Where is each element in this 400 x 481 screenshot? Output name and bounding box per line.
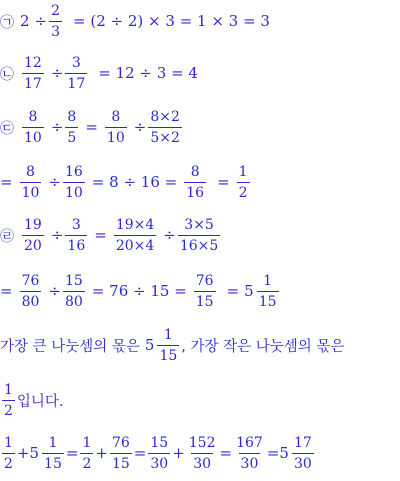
- mixed-number: 5 $\frac{17}{30}$: [279, 435, 312, 472]
- equals: =: [65, 444, 79, 462]
- fraction: $\frac{8}{10}$: [24, 109, 42, 146]
- fraction: $\frac{19}{20}$: [24, 217, 42, 254]
- plus: +: [172, 444, 185, 462]
- line-9: [0, 436, 316, 471]
- plus: +: [16, 444, 30, 462]
- circled-label-1: ㉠: [0, 14, 14, 31]
- expression-rest: = 12 ÷ 3 = 4: [98, 64, 198, 82]
- operator: ÷: [34, 12, 48, 30]
- plus: +: [95, 444, 108, 462]
- circled-label-2: ㉡: [0, 66, 14, 83]
- fraction: $\frac{12}{17}$: [24, 55, 42, 92]
- fraction: $\frac{15}{80}$: [64, 273, 83, 310]
- fraction: $\frac{1}{2}$: [238, 164, 248, 201]
- fraction: $\frac{15}{30}$: [150, 435, 169, 472]
- equals: =: [0, 173, 13, 191]
- equals: =: [85, 118, 98, 136]
- mixed-number: 5 $\frac{1}{15}$: [144, 327, 178, 364]
- line-6: [0, 274, 281, 309]
- operator: ÷: [50, 226, 64, 244]
- equals: =: [217, 173, 230, 191]
- expression-rest: = (2 ÷ 2) × 3 = 1 × 3 = 3: [73, 12, 270, 30]
- equals: =: [94, 226, 107, 244]
- fraction: $\frac{3\times 5}{16\times 5}$: [179, 217, 219, 254]
- line-7: [0, 328, 344, 363]
- fraction: $\frac{76}{80}$: [21, 273, 40, 310]
- answer-text-tail: 입니다.: [16, 394, 64, 410]
- expression-middle: = 8 ÷ 16 =: [91, 173, 178, 191]
- fraction: $\frac{2}{3}$: [51, 3, 61, 40]
- circled-label-4: ㉣: [0, 228, 14, 245]
- fraction: $\frac{167}{30}$: [236, 435, 263, 472]
- operator: ÷: [50, 118, 64, 136]
- answer-text-end: , 가장 작은 나눗셈의 몫은: [181, 339, 345, 355]
- mixed-number: 5 $\frac{1}{15}$: [29, 435, 62, 472]
- line-5: [0, 218, 222, 253]
- fraction: $\frac{8}{5}$: [67, 109, 77, 146]
- answer-text-start: 가장 큰 나눗셈의 몫은: [0, 339, 140, 355]
- fraction: $\frac{8}{16}$: [186, 164, 205, 201]
- expression-middle: = 76 ÷ 15 =: [91, 282, 187, 300]
- mixed-number: 5 $\frac{1}{15}$: [244, 273, 277, 310]
- equals: =: [0, 282, 13, 300]
- fraction: $\frac{8}{10}$: [21, 164, 40, 201]
- line-3: [0, 110, 184, 145]
- fraction: $\frac{3}{17}$: [67, 55, 86, 92]
- fraction: $\frac{3}{16}$: [67, 217, 86, 254]
- line-8: [0, 383, 64, 418]
- fraction: $\frac{152}{30}$: [188, 435, 216, 472]
- fraction: $\frac{8\times 2}{5\times 2}$: [150, 109, 180, 146]
- operand: 2: [20, 12, 30, 30]
- fraction: $\frac{1}{2}$: [4, 382, 13, 419]
- equals: =: [266, 444, 280, 462]
- line-1: [0, 4, 270, 39]
- fraction: $\frac{19\times 4}{20\times 4}$: [115, 217, 155, 254]
- fraction: $\frac{1}{2}$: [82, 435, 92, 472]
- fraction: $\frac{16}{10}$: [64, 164, 83, 201]
- fraction: $\frac{76}{15}$: [195, 273, 214, 310]
- operator: ÷: [50, 64, 64, 82]
- equals: =: [226, 282, 240, 300]
- equals: =: [133, 444, 147, 462]
- operator: ÷: [48, 173, 61, 191]
- fraction: $\frac{8}{10}$: [106, 109, 125, 146]
- line-4: [0, 165, 252, 200]
- fraction: $\frac{1}{2}$: [4, 435, 13, 472]
- operator: ÷: [48, 282, 61, 300]
- fraction: $\frac{76}{15}$: [111, 435, 130, 472]
- circled-label-3: ㉢: [0, 120, 14, 137]
- operator: ÷: [163, 226, 176, 244]
- operator: ÷: [133, 118, 147, 136]
- equals: =: [219, 444, 233, 462]
- line-2: [0, 56, 198, 91]
